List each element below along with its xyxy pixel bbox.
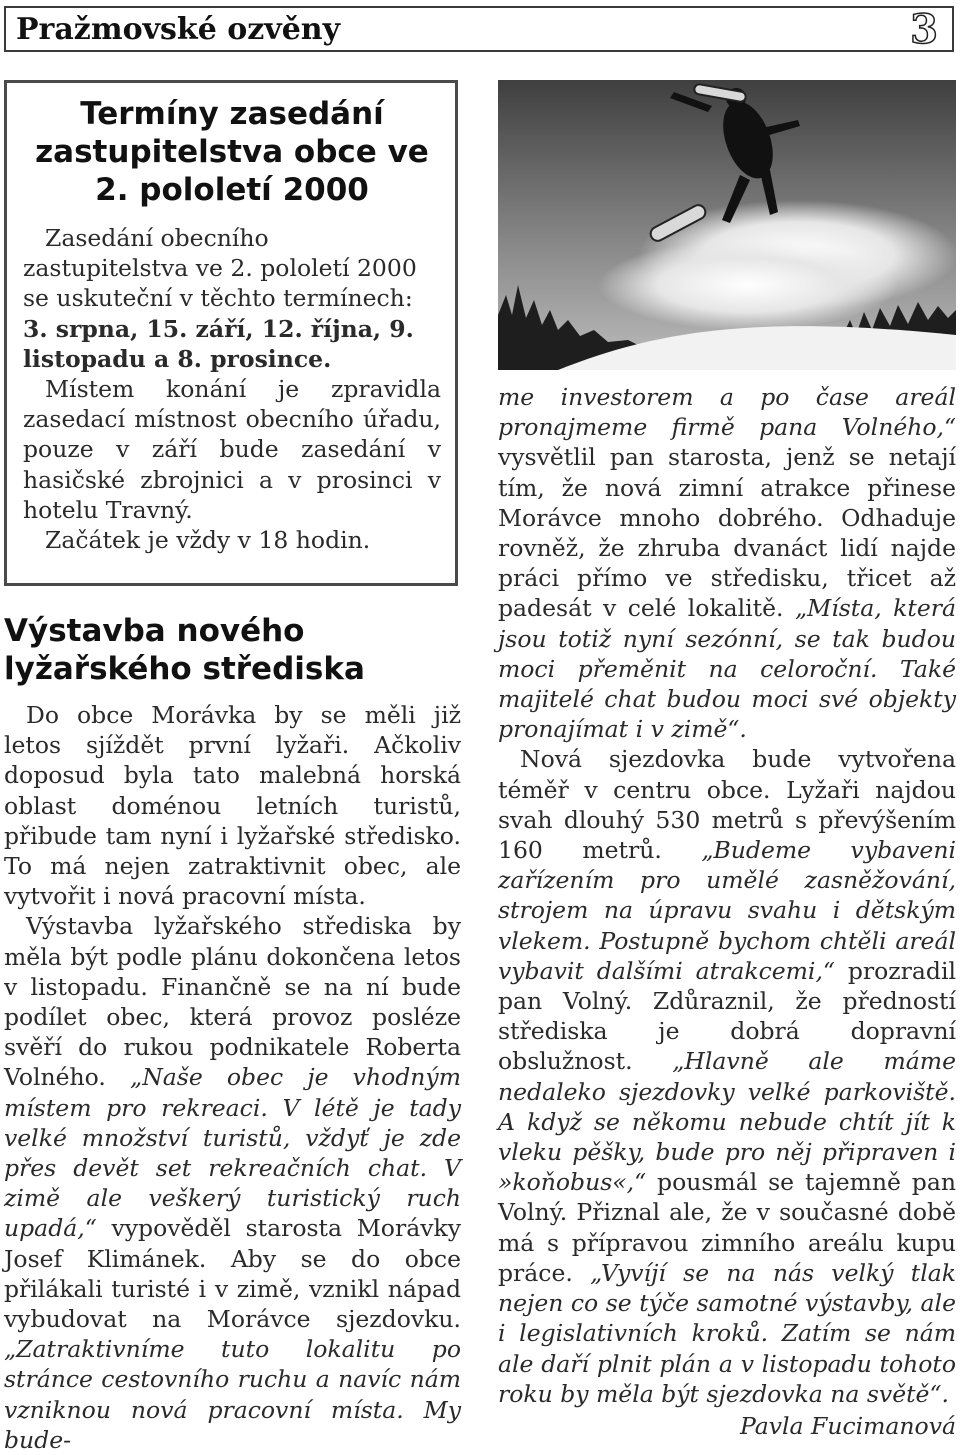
snowboarder-photo-illustration xyxy=(498,80,956,370)
page-header xyxy=(4,6,954,52)
article-p3-text-b: prozradil pan Volný. Zdůraznil, že předností střediska je dobrá dopravní obslužnost. xyxy=(498,956,956,1076)
meeting-dates-box xyxy=(4,80,458,586)
article-left-column xyxy=(4,700,461,1455)
meeting-dates-title: Termíny zasedání zastupitelstva obce ve 2. pololetí 2000 xyxy=(35,96,429,208)
quote-three: „Místa, která jsou totiž nyní sezónní, se tak budou moci přeměnit na celoroční. Také majitelé chat budou moci své objekty pronajímat i v zimě“. xyxy=(498,594,956,744)
quote-six: „Vyvíjí se na nás velký tlak nejen co se týče samotné výstavby, ale i legislativních kroků. Zatím se nám ale daří plnit plán a v listopadu tohoto roku by měla být sjezdovka na světě“. xyxy=(498,1258,957,1408)
page-number: 3 xyxy=(910,6,938,53)
article-p2-text-c: vysvětlil pan starosta, jenž se netají tím, že nová zimní atrakce přinese Morávce mnoho dobrého. Odhaduje rovněž, že zhruba dvanáct lidí najde práci přímo ve středisku, třicet až padesát v celé lokalitě. xyxy=(498,443,956,623)
article-title: Výstavba nového lyžařského střediska xyxy=(4,613,365,687)
quote-two-start: „Zatraktivníme tuto lokalitu po stránce cestovního ruchu a navíc nám vzniknou nová pracovní místa. My bude- xyxy=(4,1335,461,1454)
meeting-dates-intro-text: Zasedání obecního zastupitelstva ve 2. pololetí 2000 se uskuteční v těchto termínech: xyxy=(23,224,417,313)
article-right-column xyxy=(498,382,956,1441)
meeting-dates-list: 3. srpna, 15. září, 12. října, 9. listopadu a 8. prosince. xyxy=(23,314,414,373)
article-p1: Do obce Morávka by se měli již letos sjíždět první lyžaři. Ačkoliv doposud byla tato malebná horská oblast doménou letních turistů, přibude tam nyní i lyžařské středisko. To má nejen zatraktivnit obec, ale vytvořit i nová pracovní místa. xyxy=(4,701,461,911)
article-p3-text-a: Nová sjezdovka bude vytvořena téměř v centru obce. Lyžaři najdou svah dlouhý 530 metrů s převýšením 160 metrů. xyxy=(498,745,956,865)
article-p2-text-a: Výstavba lyžařského střediska by měla být podle plánu dokončena letos v listopadu. Finančně se na ní bude podílet obec, která provoz posléze svěří do rukou podnikatele Roberta Volného. xyxy=(4,912,461,1092)
quote-continued: me investorem a po čase areál pronajmeme firmě pana Volného,“ xyxy=(498,383,956,442)
quote-one: „Naše obec je vhodným místem pro rekreaci. V létě je tady velké množství turistů, vždyť je zde přes devět set rekreačních chat. V zimě ale veškerý turistický ruch upadá,“ xyxy=(4,1063,461,1243)
article-p3 xyxy=(498,744,956,1408)
article-p2 xyxy=(4,911,461,1455)
article-p2-continued xyxy=(498,382,956,744)
author-signature: Pavla Fucimanová xyxy=(739,1411,956,1440)
meeting-dates-intro xyxy=(23,223,441,374)
article-p2-text-b: vypověděl starosta Morávky Josef Klimánek. Aby se do obce přilákali turisté i v zimě, vznikl nápad vybudovat na Morávce sjezdovku. xyxy=(4,1214,461,1334)
meeting-location-text: Místem konání je zpravidla zasedací místnost obecního úřadu, pouze v září bude zasedání v hasičské zbrojnici a v prosinci v hotelu Travný. xyxy=(23,375,441,524)
quote-five: „Hlavně ale máme nedaleko sjezdovky velké parkoviště. A když se někomu nebude chtít jít k vleku pěšky, bude pro něj připraven i »koňobus«,“ xyxy=(498,1047,956,1197)
snowboarder-photo xyxy=(498,80,956,370)
article-p3-text-c: pousmál se tajemně pan Volný. Přiznal ale, že v současné době má s přípravou zimního areálu kupu práce. xyxy=(498,1168,956,1287)
meeting-dates-body xyxy=(23,223,441,555)
quote-four: „Budeme vybaveni zařízením pro umělé zasněžování, strojem na úpravu svahu i dětským vlekem. Postupně bychom chtěli areál vybavit dalšími atrakcemi,“ xyxy=(498,836,956,985)
meeting-start-time: Začátek je vždy v 18 hodin. xyxy=(45,526,371,555)
newsletter-title: Pražmovské ozvěny xyxy=(16,11,341,47)
